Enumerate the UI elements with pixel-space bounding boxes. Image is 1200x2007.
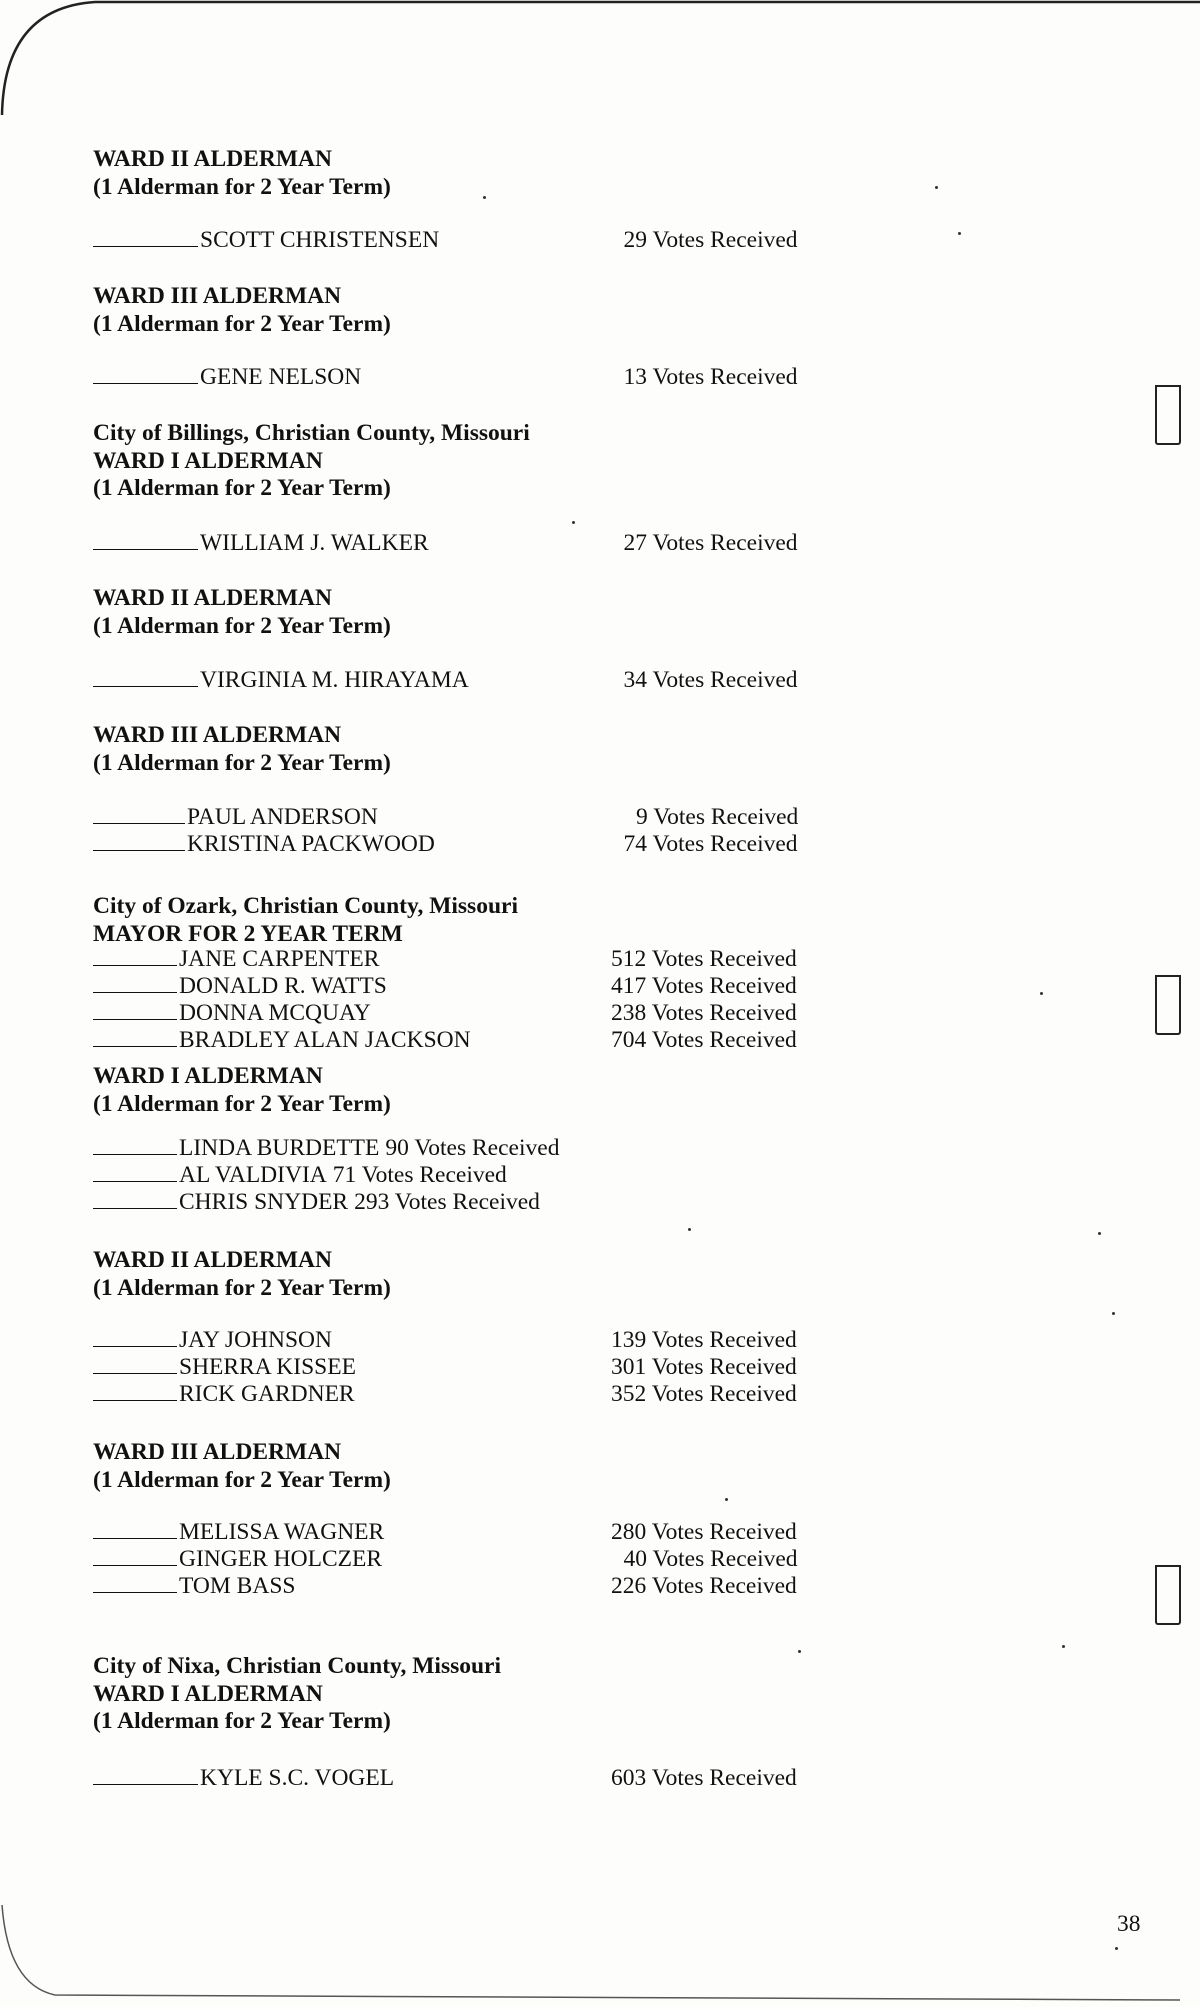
vote-blank-line: [93, 945, 177, 966]
vote-count: 226 Votes Received: [611, 1573, 797, 1599]
vote-count: 512 Votes Received: [611, 946, 797, 972]
race-heading: WARD I ALDERMAN: [93, 1680, 323, 1707]
vote-blank-line: [93, 1353, 177, 1374]
race-heading: (1 Alderman for 2 Year Term): [93, 1090, 391, 1117]
vote-blank-line: [93, 363, 198, 384]
race-heading: City of Ozark, Christian County, Missouri: [93, 893, 518, 919]
candidate-name: MELISSA WAGNER: [179, 1519, 385, 1545]
vote-count: 71 Votes Received: [332, 1162, 507, 1188]
candidate-name: RICK GARDNER: [179, 1381, 355, 1407]
race-heading: WARD III ALDERMAN: [93, 283, 342, 309]
vote-count: 352 Votes Received: [611, 1381, 797, 1407]
candidate-name: LINDA BURDETTE: [179, 1135, 380, 1161]
candidate-name: SHERRA KISSEE: [179, 1354, 356, 1380]
scan-speck: [935, 186, 938, 189]
candidate-row: [93, 1545, 382, 1573]
vote-count: 139 Votes Received: [611, 1327, 797, 1353]
candidate-row: [93, 830, 435, 858]
vote-blank-line: [93, 1572, 177, 1593]
candidate-row: [93, 972, 387, 1000]
vote-count: 603 Votes Received: [611, 1765, 797, 1791]
scan-speck: [1112, 1312, 1115, 1315]
scan-speck: [958, 232, 961, 235]
candidate-row: [93, 999, 371, 1027]
candidate-row: [93, 1380, 355, 1408]
candidate-row: [93, 945, 379, 973]
vote-count: 40 Votes Received: [623, 1546, 798, 1572]
candidate-name: AL VALDIVIA: [179, 1162, 327, 1188]
vote-blank-line: [93, 226, 198, 247]
candidate-name: KYLE S.C. VOGEL: [200, 1765, 395, 1791]
vote-blank-line: [93, 830, 185, 851]
scan-speck: [1098, 1232, 1101, 1235]
vote-blank-line: [93, 999, 177, 1020]
vote-blank-line: [93, 1764, 198, 1785]
vote-blank-line: [93, 1518, 177, 1539]
race-heading: MAYOR FOR 2 YEAR TERM: [93, 920, 403, 947]
race-heading: WARD II ALDERMAN: [93, 146, 332, 172]
race-heading: City of Billings, Christian County, Missouri: [93, 420, 530, 446]
candidate-row: [93, 529, 429, 557]
candidate-name: TOM BASS: [179, 1573, 296, 1599]
candidate-row: [93, 1764, 394, 1792]
candidate-row: [93, 1326, 332, 1354]
race-heading: City of Nixa, Christian County, Missouri: [93, 1653, 502, 1679]
vote-count: 704 Votes Received: [611, 1027, 797, 1053]
vote-blank-line: [93, 1026, 177, 1047]
candidate-name: VIRGINIA M. HIRAYAMA: [200, 667, 469, 693]
candidate-row: [93, 803, 378, 831]
race-heading: (1 Alderman for 2 Year Term): [93, 1708, 391, 1734]
candidate-row: [93, 1134, 559, 1162]
race-heading: WARD I ALDERMAN: [93, 1063, 323, 1089]
candidate-row: [93, 226, 439, 254]
candidate-name: KRISTINA PACKWOOD: [187, 831, 435, 857]
vote-count: 238 Votes Received: [611, 1000, 797, 1026]
race-heading: (1 Alderman for 2 Year Term): [93, 173, 391, 200]
scan-speck: [1115, 1947, 1118, 1950]
scan-speck: [688, 1228, 691, 1231]
scan-speck: [725, 1498, 728, 1501]
scan-speck: [798, 1650, 801, 1653]
punch-hole-mark: [1155, 975, 1181, 1035]
vote-blank-line: [93, 1161, 177, 1182]
race-heading: WARD III ALDERMAN: [93, 722, 342, 748]
candidate-row: [93, 1518, 384, 1546]
race-heading: (1 Alderman for 2 Year Term): [93, 310, 391, 337]
candidate-name: GINGER HOLCZER: [179, 1546, 382, 1572]
race-heading: WARD III ALDERMAN: [93, 1439, 342, 1465]
candidate-row: [93, 1026, 471, 1054]
vote-count: 9 Votes Received: [636, 804, 799, 830]
candidate-row: [93, 1161, 507, 1189]
vote-blank-line: [93, 1134, 177, 1155]
race-heading: (1 Alderman for 2 Year Term): [93, 1274, 391, 1301]
candidate-name: WILLIAM J. WALKER: [200, 530, 429, 556]
scan-speck: [1040, 992, 1043, 995]
candidate-row: [93, 363, 361, 391]
candidate-name: SCOTT CHRISTENSEN: [200, 227, 440, 253]
scan-speck: [483, 196, 486, 199]
vote-blank-line: [93, 529, 198, 550]
candidate-name: JANE CARPENTER: [179, 946, 380, 972]
vote-count: 417 Votes Received: [611, 973, 797, 999]
vote-blank-line: [93, 972, 177, 993]
scan-speck: [1062, 1645, 1065, 1648]
candidate-name: DONALD R. WATTS: [179, 973, 387, 999]
vote-count: 293 Votes Received: [354, 1189, 540, 1215]
race-heading: (1 Alderman for 2 Year Term): [93, 1466, 391, 1493]
vote-count: 74 Votes Received: [623, 831, 798, 857]
vote-blank-line: [93, 1380, 177, 1401]
vote-count: 13 Votes Received: [623, 364, 798, 390]
candidate-name: PAUL ANDERSON: [187, 804, 378, 830]
candidate-row: [93, 1188, 540, 1216]
candidate-row: [93, 1572, 295, 1600]
vote-count: 280 Votes Received: [611, 1519, 797, 1545]
vote-count: 27 Votes Received: [623, 530, 798, 556]
candidate-name: GENE NELSON: [200, 364, 362, 390]
race-heading: WARD II ALDERMAN: [93, 1247, 332, 1273]
vote-count: 90 Votes Received: [385, 1135, 560, 1161]
vote-blank-line: [93, 1326, 177, 1347]
candidate-row: [93, 1353, 356, 1381]
scan-speck: [572, 521, 575, 524]
vote-blank-line: [93, 666, 198, 687]
vote-blank-line: [93, 803, 185, 824]
vote-blank-line: [93, 1188, 177, 1209]
candidate-name: BRADLEY ALAN JACKSON: [179, 1027, 471, 1053]
race-heading: WARD I ALDERMAN: [93, 447, 323, 474]
candidate-name: CHRIS SNYDER: [179, 1189, 349, 1215]
candidate-name: JAY JOHNSON: [179, 1327, 333, 1353]
vote-blank-line: [93, 1545, 177, 1566]
race-heading: (1 Alderman for 2 Year Term): [93, 749, 391, 776]
punch-hole-mark: [1155, 1565, 1181, 1625]
vote-count: 34 Votes Received: [623, 667, 798, 693]
vote-count: 301 Votes Received: [611, 1354, 797, 1380]
candidate-row: [93, 666, 469, 694]
punch-hole-mark: [1155, 385, 1181, 445]
race-heading: (1 Alderman for 2 Year Term): [93, 612, 391, 639]
page-number: 38: [1117, 1911, 1141, 1937]
candidate-name: DONNA MCQUAY: [179, 1000, 371, 1026]
race-heading: WARD II ALDERMAN: [93, 585, 332, 611]
race-heading: (1 Alderman for 2 Year Term): [93, 475, 391, 501]
vote-count: 29 Votes Received: [623, 227, 798, 253]
